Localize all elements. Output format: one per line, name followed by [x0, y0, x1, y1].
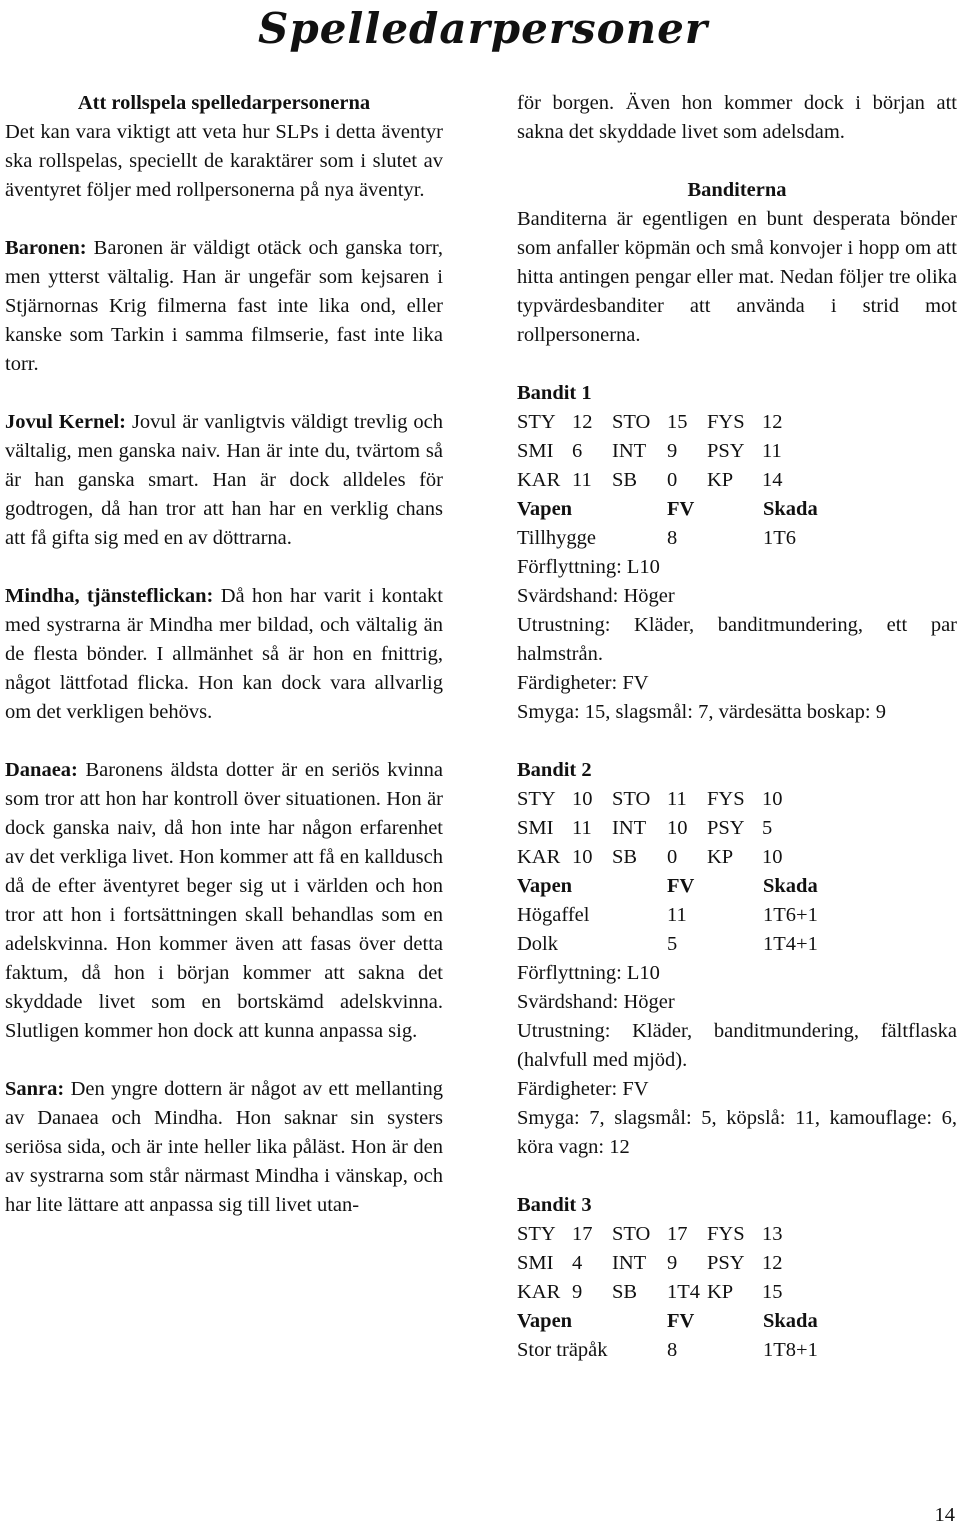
weapon-row — [517, 1336, 957, 1365]
stat-value: 11 — [572, 817, 592, 839]
banditer-heading: Banditerna — [687, 179, 787, 201]
weapon-damage: 1T8+1 — [763, 1339, 818, 1361]
weapon-fv: 5 — [667, 933, 678, 955]
stat-value: 9 — [572, 1281, 583, 1303]
stat-label: KAR — [517, 1281, 561, 1303]
weapon-header: Skada — [763, 498, 818, 520]
utrustning: Utrustning: Kläder, banditmundering, fältflaska (halvfull med mjöd). — [517, 1020, 957, 1071]
stat-label: INT — [612, 1252, 647, 1274]
stat-label: PSY — [707, 1252, 745, 1274]
weapon-name: Stor träpåk — [517, 1339, 608, 1361]
stat-label: KP — [707, 1281, 734, 1303]
weapon-row — [517, 930, 957, 959]
stat-value: 10 — [667, 817, 688, 839]
stat-label: INT — [612, 817, 647, 839]
sanra-text: Den yngre dottern är något av ett mellanting av Danaea och Mindha. Hon saknar sin systers seriösa sida, och är inte heller lika påläst. Hon är den av systrarna som står närmast Mindha i vänskap, och har lite lättare att anpassa sig till livet utan- — [5, 1078, 443, 1216]
left-column — [5, 89, 443, 1220]
stat-value: 10 — [762, 846, 783, 868]
stat-label: STY — [517, 1223, 556, 1245]
intro-heading: Att rollspela spelledarpersonerna — [77, 92, 371, 114]
stat-value: 11 — [572, 469, 592, 491]
stat-value: 10 — [762, 788, 783, 810]
stat-label: SMI — [517, 440, 554, 462]
bandit-name: Bandit 3 — [517, 1194, 592, 1216]
mindha-name: Mindha, tjänsteflickan: — [5, 585, 214, 607]
mindha-text: Då hon har varit i kontakt med systrarna är Mindha mer bildad, och vältalig än de flesta bönder. I allmänhet så är hon en fnittrig, något lättfotad flicka. Hon kan dock vara allvarlig om det verkligen behövs. — [5, 585, 443, 723]
stat-label: PSY — [707, 817, 745, 839]
weapon-header: Skada — [763, 1310, 818, 1332]
stat-label: FYS — [707, 1223, 745, 1245]
stat-value: 12 — [762, 1252, 783, 1274]
stat-value: 17 — [572, 1223, 593, 1245]
stat-label: STO — [612, 1223, 651, 1245]
stat-label: SB — [612, 846, 638, 868]
mindha-paragraph — [5, 582, 443, 727]
stat-value: 0 — [667, 846, 678, 868]
danaea-paragraph — [5, 756, 443, 1046]
stat-label: SMI — [517, 1252, 554, 1274]
stat-value: 17 — [667, 1223, 688, 1245]
weapon-damage: 1T6 — [763, 527, 797, 549]
stat-label: PSY — [707, 440, 745, 462]
weapon-header-row — [517, 495, 957, 524]
stat-label: FYS — [707, 788, 745, 810]
stat-row — [517, 1220, 957, 1249]
stat-value: 4 — [572, 1252, 583, 1274]
page-title: Spelledarpersoner — [258, 4, 709, 53]
stat-value: 0 — [667, 469, 678, 491]
weapon-name: Högaffel — [517, 904, 590, 926]
jovul-text: Jovul är vanligtvis väldigt trevlig och vältalig, men ganska naiv. Han är inte du, tvärtom så är han ganska smart. Han är dock alldeles för godtrogen, då han tror att han har en verklig chans att få gifta sig med en av döttrarna. — [5, 411, 444, 549]
stat-label: STY — [517, 411, 556, 433]
banditer-text: Banditerna är egentligen en bunt desperata bönder som anfaller köpmän och små konvojer i hopp om att hitta antingen pengar eller mat. Nedan följer tre olika typvärdesbanditer att använda i strid mot rollpersonerna. — [517, 208, 957, 346]
page-number: 14 — [934, 1504, 955, 1526]
stat-label: FYS — [707, 411, 745, 433]
stat-label: STO — [612, 411, 651, 433]
weapon-header: Vapen — [517, 1310, 573, 1332]
danaea-text: Baronens äldsta dotter är en seriös kvinna som tror att hon har kontroll över situationen. Hon är dock ganska naiv, då hon inte har någon erfarenhet av det verkliga livet. Hon kommer att få en kalldusch då de efter äventyret beger sig ut i världen och hon tror att hon i fortsättningen skall behandlas som en adelskvinna. Hon kommer även att fasas över detta faktum, då hon i början kommer att sakna det skyddade livet som en bortskämd adelskvinna. Slutligen kommer hon dock att kunna anpassa sig. — [5, 759, 443, 1042]
bandit-name: Bandit 2 — [517, 759, 592, 781]
weapon-header: Vapen — [517, 498, 573, 520]
stat-value: 9 — [667, 440, 678, 462]
stat-value: 5 — [762, 817, 773, 839]
skills: Smyga: 7, slagsmål: 5, köpslå: 11, kamouflage: 6, köra vagn: 12 — [517, 1107, 957, 1158]
bandit-block — [517, 1191, 957, 1365]
stat-value: 1T4 — [667, 1281, 701, 1303]
weapon-fv: 11 — [667, 904, 687, 926]
weapon-damage: 1T6+1 — [763, 904, 818, 926]
fardigheter: Färdigheter: FV — [517, 1078, 649, 1100]
stat-value: 10 — [572, 846, 593, 868]
weapon-fv: 8 — [667, 1339, 678, 1361]
stat-label: INT — [612, 440, 647, 462]
danaea-name: Danaea: — [5, 759, 78, 781]
stat-label: KAR — [517, 469, 561, 491]
stat-value: 15 — [667, 411, 688, 433]
stat-label: STY — [517, 788, 556, 810]
stat-value: 11 — [667, 788, 687, 810]
stat-value: 14 — [762, 469, 783, 491]
forflyttning: Förflyttning: L10 — [517, 962, 660, 984]
stat-label: KAR — [517, 846, 561, 868]
stat-label: SB — [612, 469, 638, 491]
weapon-header: FV — [667, 1310, 695, 1332]
sanra-name: Sanra: — [5, 1078, 65, 1100]
weapon-header: FV — [667, 875, 695, 897]
weapon-header: FV — [667, 498, 695, 520]
jovul-paragraph — [5, 408, 443, 553]
stat-row — [517, 1249, 957, 1278]
weapon-damage: 1T4+1 — [763, 933, 818, 955]
stat-row — [517, 437, 957, 466]
jovul-name: Jovul Kernel: — [5, 411, 126, 433]
stat-value: 13 — [762, 1223, 783, 1245]
stat-row — [517, 843, 957, 872]
skills: Smyga: 15, slagsmål: 7, värdesätta boskap: 9 — [517, 701, 886, 723]
weapon-name: Tillhygge — [517, 527, 596, 549]
stat-value: 15 — [762, 1281, 783, 1303]
stat-label: KP — [707, 846, 734, 868]
svardshand: Svärdshand: Höger — [517, 991, 675, 1013]
weapon-header: Skada — [763, 875, 818, 897]
stat-label: SB — [612, 1281, 638, 1303]
stat-row — [517, 785, 957, 814]
weapon-row — [517, 524, 957, 553]
stat-value: 9 — [667, 1252, 678, 1274]
stat-row — [517, 408, 957, 437]
baronen-name: Baronen: — [5, 237, 87, 259]
bandit-block — [517, 379, 957, 727]
utrustning: Utrustning: Kläder, banditmundering, ett par halmstrån. — [517, 614, 957, 665]
stat-label: STO — [612, 788, 651, 810]
stat-row — [517, 466, 957, 495]
weapon-row — [517, 901, 957, 930]
stat-row — [517, 1278, 957, 1307]
stat-value: 11 — [762, 440, 782, 462]
stat-row — [517, 814, 957, 843]
stat-value: 10 — [572, 788, 593, 810]
stat-label: SMI — [517, 817, 554, 839]
weapon-fv: 8 — [667, 527, 678, 549]
weapon-header-row — [517, 872, 957, 901]
right-column — [517, 89, 957, 1365]
baronen-text: Baronen är väldigt otäck och ganska torr, men ytterst vältalig. Han är ungefär som kejsaren i Stjärnornas Krig filmerna fast inte lika ond, eller kanske som Tarkin i samma filmserie, fast inte lika torr. — [5, 237, 443, 375]
intro-text: Det kan vara viktigt att veta hur SLPs i detta äventyr ska rollspelas, speciellt de karaktärer som i slutet av äventyret följer med rollpersonerna på nya äventyr. — [5, 121, 443, 201]
stat-label: KP — [707, 469, 734, 491]
bandit-block — [517, 756, 957, 1162]
fardigheter: Färdigheter: FV — [517, 672, 649, 694]
sanra-paragraph — [5, 1075, 443, 1220]
bandit-name: Bandit 1 — [517, 382, 592, 404]
weapon-header: Vapen — [517, 875, 573, 897]
stat-value: 12 — [762, 411, 783, 433]
stat-value: 6 — [572, 440, 583, 462]
continuation-text: för borgen. Även hon kommer dock i början att sakna det skyddade livet som adelsdam. — [517, 92, 957, 143]
forflyttning: Förflyttning: L10 — [517, 556, 660, 578]
stat-value: 12 — [572, 411, 593, 433]
weapon-name: Dolk — [517, 933, 558, 955]
svardshand: Svärdshand: Höger — [517, 585, 675, 607]
weapon-header-row — [517, 1307, 957, 1336]
baronen-paragraph — [5, 234, 443, 379]
